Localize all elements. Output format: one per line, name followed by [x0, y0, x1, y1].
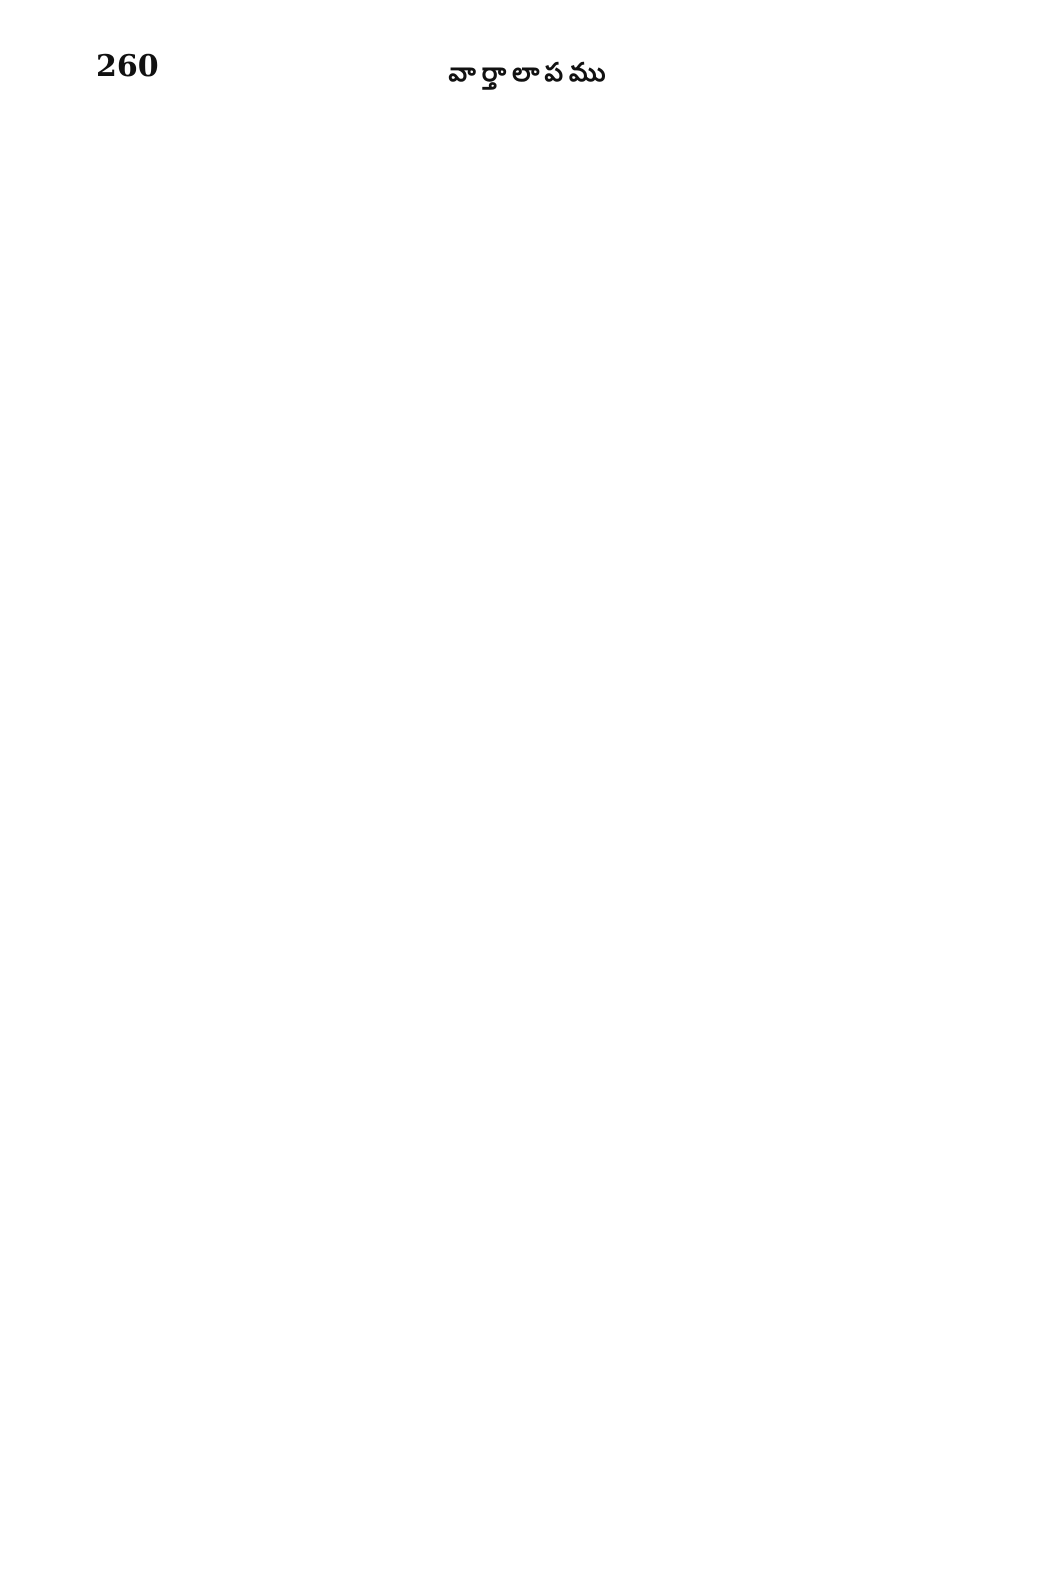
- body-text: [78, 128, 940, 1458]
- paragraph: [78, 469, 940, 633]
- page-number: 260: [96, 49, 159, 84]
- paragraph: [78, 669, 940, 1243]
- paragraph: [78, 128, 940, 210]
- paragraph: [78, 240, 940, 445]
- running-header: వార్తాలాపము: [448, 58, 612, 88]
- paragraph: [78, 1283, 940, 1406]
